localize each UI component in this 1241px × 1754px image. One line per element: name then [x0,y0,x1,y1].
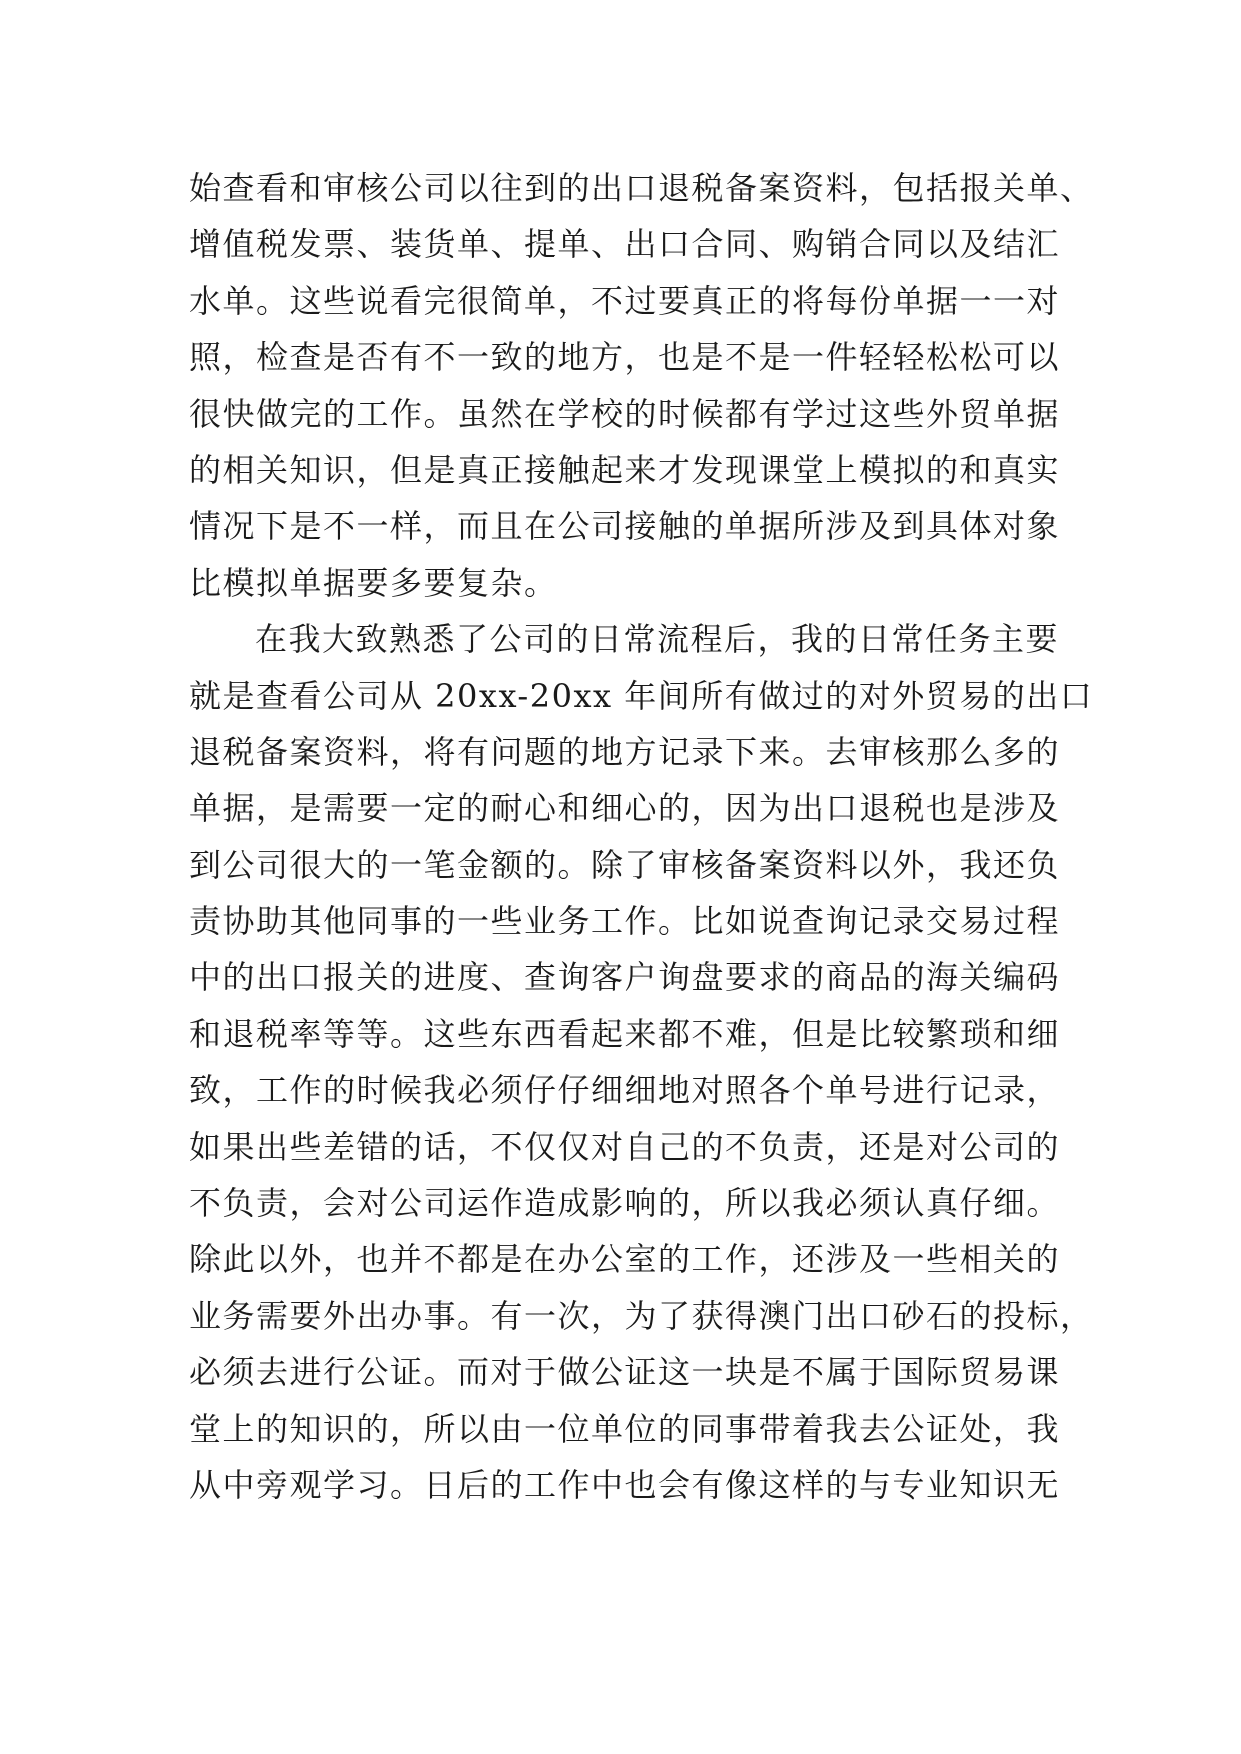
paragraph [189,611,1094,1513]
text-line: 如果出些差错的话，不仅仅对自己的不负责，还是对公司的 [189,1127,1061,1166]
paragraph [189,160,1094,611]
text-line: 水单。这些说看完很简单，不过要真正的将每份单据一一对 [189,281,1061,320]
text-line: 比模拟单据要多要复杂。 [189,563,558,602]
text-line: 的相关知识，但是真正接触起来才发现课堂上模拟的和真实 [189,450,1061,489]
text-line: 就是查看公司从 20xx-20xx 年间所有做过的对外贸易的出口 [189,676,1094,715]
text-line: 情况下是不一样，而且在公司接触的单据所涉及到具体对象 [189,507,1061,546]
document-body [189,160,1094,1513]
text-line: 到公司很大的一笔金额的。除了审核备案资料以外，我还负 [189,845,1061,884]
text-line: 在我大致熟悉了公司的日常流程后，我的日常任务主要 [255,620,1060,659]
text-line: 堂上的知识的，所以由一位单位的同事带着我去公证处，我 [189,1409,1061,1448]
text-line: 很快做完的工作。虽然在学校的时候都有学过这些外贸单据 [189,394,1061,433]
text-line: 照，检查是否有不一致的地方，也是不是一件轻轻松松可以 [189,338,1061,377]
text-line: 始查看和审核公司以往到的出口退税备案资料，包括报关单、 [189,169,1094,207]
text-line: 必须去进行公证。而对于做公证这一块是不属于国际贸易课 [189,1353,1061,1392]
text-line: 致，工作的时候我必须仔仔细细地对照各个单号进行记录， [189,1071,1061,1110]
text-line: 单据，是需要一定的耐心和细心的，因为出口退税也是涉及 [189,789,1061,828]
text-line: 除此以外，也并不都是在办公室的工作，还涉及一些相关的 [189,1240,1061,1279]
text-line: 和退税率等等。这些东西看起来都不难，但是比较繁琐和细 [189,1014,1061,1053]
text-line: 不负责，会对公司运作造成影响的，所以我必须认真仔细。 [189,1184,1061,1223]
text-line: 退税备案资料，将有问题的地方记录下来。去审核那么多的 [189,732,1061,771]
text-line: 增值税发票、装货单、提单、出口合同、购销合同以及结汇 [189,225,1061,264]
text-line: 责协助其他同事的一些业务工作。比如说查询记录交易过程 [189,902,1061,941]
text-line: 从中旁观学习。日后的工作中也会有像这样的与专业知识无 [189,1465,1061,1504]
text-line: 业务需要外出办事。有一次，为了获得澳门出口砂石的投标， [189,1296,1094,1335]
text-line: 中的出口报关的进度、查询客户询盘要求的商品的海关编码 [189,958,1061,997]
